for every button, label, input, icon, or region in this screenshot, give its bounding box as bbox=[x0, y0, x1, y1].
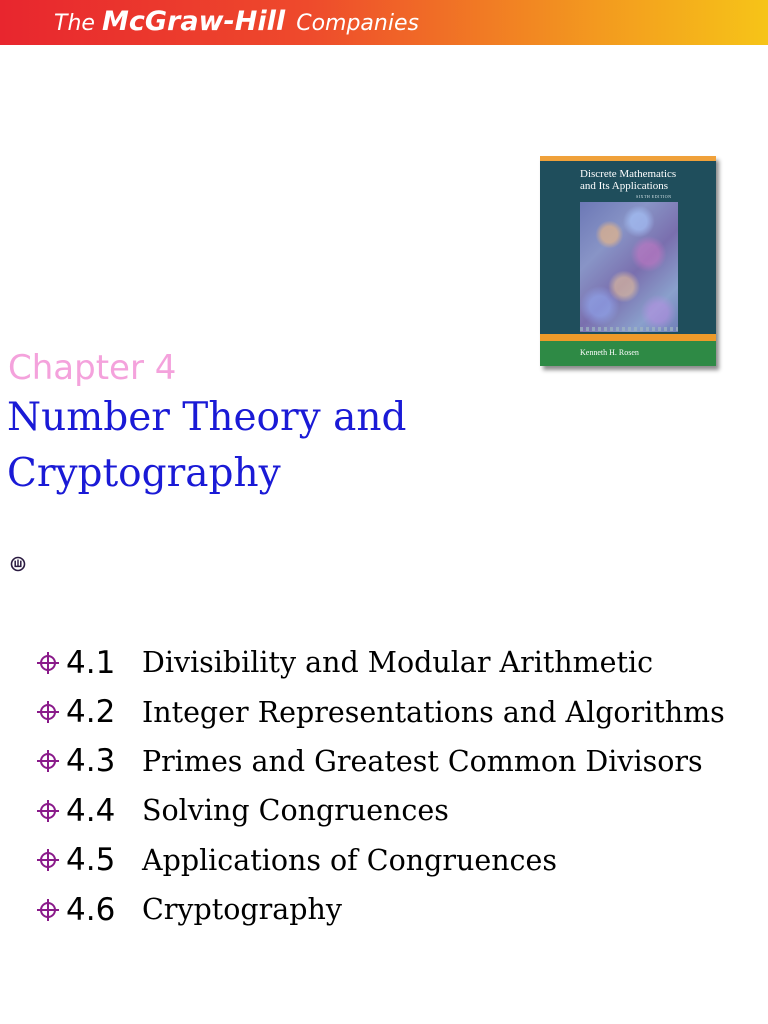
chapter-title-line2: Cryptography bbox=[7, 451, 281, 496]
book-title-line2: and Its Applications bbox=[580, 180, 668, 192]
book-cover-dots bbox=[580, 327, 678, 331]
logo-suffix: Companies bbox=[296, 11, 419, 36]
crosshair-bullet-icon bbox=[36, 700, 60, 724]
book-cover bbox=[540, 156, 716, 366]
section-number: 4.2 bbox=[66, 694, 116, 731]
section-title: Primes and Greatest Common Divisors bbox=[142, 744, 703, 778]
section-title: Solving Congruences bbox=[142, 794, 449, 828]
publisher-logo bbox=[54, 7, 419, 40]
section-number: 4.3 bbox=[66, 743, 116, 780]
section-list bbox=[36, 638, 764, 934]
section-item bbox=[36, 885, 764, 934]
chapter-title-line1: Number Theory and bbox=[7, 395, 407, 440]
book-edition: SIXTH EDITION bbox=[636, 194, 672, 199]
crosshair-bullet-icon bbox=[36, 898, 60, 922]
section-item bbox=[36, 638, 764, 687]
section-number: 4.6 bbox=[66, 891, 116, 928]
book-title bbox=[580, 168, 676, 192]
section-title: Integer Representations and Algorithms bbox=[142, 695, 725, 729]
section-item bbox=[36, 687, 764, 736]
section-number: 4.5 bbox=[66, 842, 116, 879]
book-cover-artwork bbox=[580, 202, 678, 332]
book-cover-orange-band bbox=[540, 334, 716, 341]
logo-prefix: The bbox=[54, 11, 95, 36]
publisher-banner bbox=[0, 0, 768, 45]
crosshair-bullet-icon bbox=[36, 799, 60, 823]
book-cover-top-strip bbox=[540, 156, 716, 161]
section-number: 4.4 bbox=[66, 792, 116, 829]
section-item bbox=[36, 836, 764, 885]
chapter-label: Chapter 4 bbox=[8, 348, 177, 388]
crosshair-bullet-icon bbox=[36, 749, 60, 773]
book-title-line1: Discrete Mathematics bbox=[580, 168, 677, 180]
section-item bbox=[36, 786, 764, 835]
crosshair-bullet-icon bbox=[36, 651, 60, 675]
chapter-title bbox=[7, 390, 527, 502]
section-number: 4.1 bbox=[66, 644, 116, 681]
book-author: Kenneth H. Rosen bbox=[580, 348, 639, 357]
logo-name: McGraw-Hill bbox=[102, 6, 286, 37]
section-title: Divisibility and Modular Arithmetic bbox=[142, 646, 654, 680]
crosshair-bullet-icon bbox=[36, 848, 60, 872]
section-title: Cryptography bbox=[142, 893, 342, 927]
copyright-glyph-icon bbox=[10, 556, 26, 572]
section-title: Applications of Congruences bbox=[142, 843, 558, 877]
section-item bbox=[36, 737, 764, 786]
